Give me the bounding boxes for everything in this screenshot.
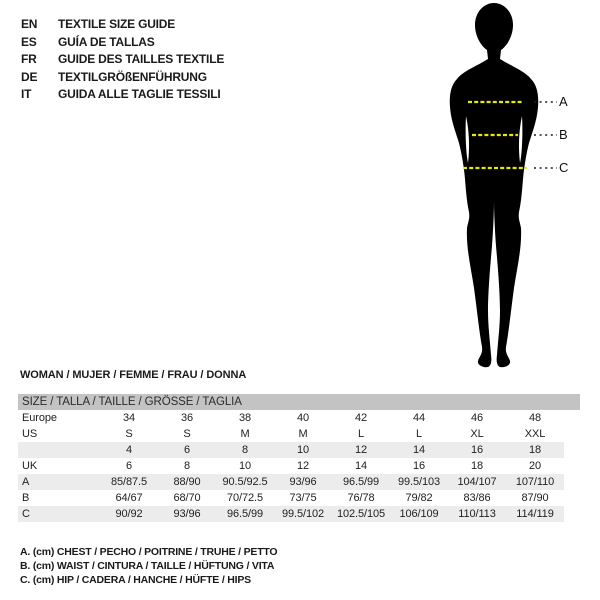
section-title: WOMAN / MUJER / FEMME / FRAU / DONNA — [20, 369, 247, 381]
size-cell: 104/107 — [457, 476, 497, 488]
size-cell: M — [240, 428, 250, 440]
table-row — [18, 490, 564, 506]
size-cell: 4 — [125, 444, 133, 456]
language-code: DE — [21, 69, 38, 84]
row-label: US — [22, 428, 38, 440]
size-cell: L — [415, 428, 423, 440]
size-cell: 93/96 — [289, 476, 317, 488]
legend-line: B. (cm) WAIST / CINTURA / TAILLE / HÜFTUNG / VITA — [20, 560, 275, 573]
size-cell: 83/86 — [463, 492, 491, 504]
row-label: UK — [22, 460, 38, 472]
size-cell: 18 — [528, 444, 542, 456]
size-cell: 8 — [241, 444, 249, 456]
size-cell: 36 — [180, 412, 194, 424]
table-row — [18, 410, 564, 426]
size-cell: XXL — [524, 428, 546, 440]
row-label: Europe — [22, 412, 57, 424]
size-cell: 76/78 — [347, 492, 375, 504]
size-cell: 14 — [354, 460, 368, 472]
size-cell: 6 — [125, 460, 133, 472]
size-cell: 70/72.5 — [226, 492, 263, 504]
size-cell: 79/82 — [405, 492, 433, 504]
row-label: B — [22, 492, 30, 504]
language-code: ES — [21, 34, 37, 49]
legend-line: A. (cm) CHEST / PECHO / POITRINE / TRUHE / PETTO — [20, 546, 278, 558]
size-cell: 40 — [296, 412, 310, 424]
size-cell: M — [298, 428, 308, 440]
size-cell: 114/119 — [516, 508, 554, 520]
size-cell: 96.5/99 — [342, 476, 379, 488]
legend-line: C. (cm) HIP / CADERA / HANCHE / HÜFTE / HIPS — [20, 574, 251, 587]
language-code: IT — [21, 87, 32, 101]
table-row — [18, 458, 564, 474]
table-row — [18, 442, 564, 458]
size-table — [18, 410, 564, 522]
size-cell: 48 — [528, 412, 542, 424]
language-row — [21, 86, 224, 104]
size-cell: 68/70 — [173, 492, 201, 504]
marker-label-b: B — [559, 127, 568, 142]
size-cell: 12 — [296, 460, 310, 472]
language-row — [21, 34, 224, 52]
size-cell: 96.5/99 — [226, 508, 263, 520]
marker-label-c: C — [559, 160, 569, 175]
size-cell: 44 — [412, 412, 426, 424]
row-label: A — [22, 476, 30, 488]
size-cell: 12 — [354, 444, 368, 456]
marker-label-a: A — [559, 94, 568, 109]
size-cell: L — [357, 428, 365, 440]
size-cell: 90/92 — [115, 508, 143, 520]
language-label: TEXTILE SIZE GUIDE — [58, 17, 176, 31]
size-cell: 16 — [470, 444, 484, 456]
size-cell: 10 — [296, 444, 310, 456]
language-label: GUIDA ALLE TAGLIE TESSILI — [58, 87, 221, 101]
language-row — [21, 16, 224, 34]
size-cell: 106/109 — [399, 508, 439, 520]
language-code: FR — [21, 52, 37, 66]
language-row — [21, 69, 224, 87]
size-cell: 42 — [354, 412, 368, 424]
table-row — [18, 474, 564, 490]
size-cell: 20 — [528, 460, 542, 472]
size-cell: 10 — [238, 460, 252, 472]
size-cell: S — [125, 428, 133, 440]
language-row — [21, 51, 224, 69]
size-cell: 8 — [183, 460, 191, 472]
size-cell: 73/75 — [289, 492, 317, 504]
size-cell: 16 — [412, 460, 426, 472]
table-row — [18, 506, 564, 522]
size-cell: 88/90 — [173, 476, 201, 488]
size-cell: 87/90 — [521, 492, 549, 504]
size-cell: 93/96 — [173, 508, 201, 520]
table-row — [18, 426, 564, 442]
row-label — [18, 442, 100, 458]
language-list — [21, 16, 224, 104]
language-label: GUIDE DES TAILLES TEXTILE — [58, 52, 225, 66]
size-cell: 85/87.5 — [110, 476, 147, 488]
size-cell: 46 — [470, 412, 484, 424]
size-cell: 14 — [412, 444, 426, 456]
size-cell: 64/67 — [115, 492, 143, 504]
language-label: GUÍA DE TALLAS — [58, 34, 155, 49]
language-label: TEXTILGRÖßENFÜHRUNG — [58, 69, 207, 84]
size-cell: 6 — [183, 444, 191, 456]
size-cell: 107/110 — [515, 476, 555, 488]
woman-silhouette-shape — [450, 3, 538, 367]
size-cell: 110/113 — [458, 508, 496, 520]
size-table-header: SIZE / TALLA / TAILLE / GRÖSSE / TAGLIA — [18, 394, 580, 410]
size-cell: 38 — [238, 412, 252, 424]
size-cell: S — [183, 428, 191, 440]
size-cell: XL — [470, 428, 484, 440]
row-label: C — [22, 508, 30, 520]
language-code: EN — [21, 17, 38, 31]
size-cell: 34 — [122, 412, 136, 424]
size-cell: 99.5/103 — [397, 476, 441, 488]
size-cell: 102.5/105 — [336, 508, 386, 520]
size-cell: 99.5/102 — [281, 508, 325, 520]
woman-silhouette-figure — [427, 0, 600, 372]
measurement-legend — [20, 545, 277, 588]
size-cell: 90.5/92.5 — [222, 476, 268, 488]
size-cell: 18 — [470, 460, 484, 472]
size-table-section — [18, 394, 580, 522]
